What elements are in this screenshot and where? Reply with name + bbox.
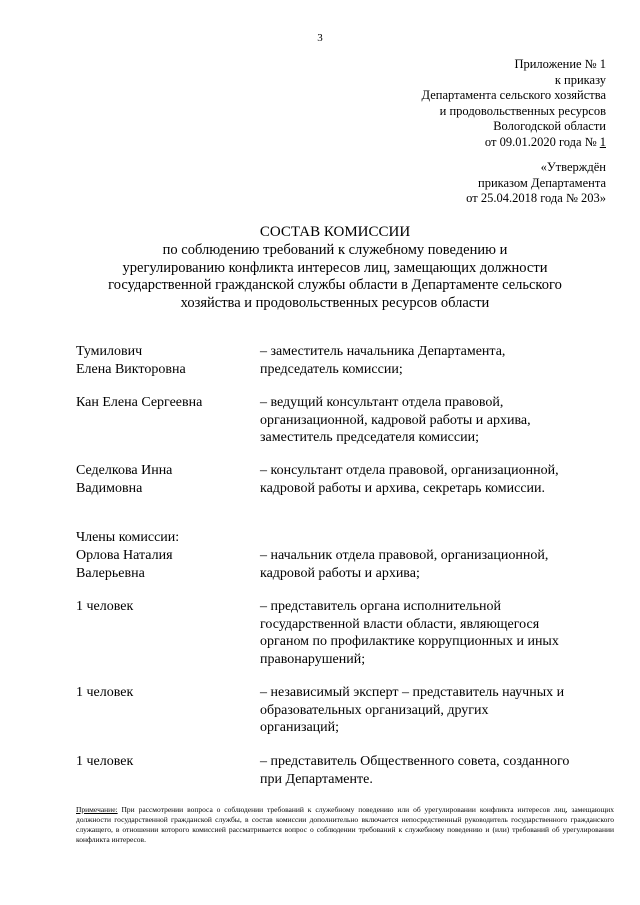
member-role-line: правонарушений; <box>260 651 366 667</box>
order-date: от 09.01.2020 года № <box>484 134 600 149</box>
subtitle-line: по соблюдению требований к служебному поведению и <box>162 242 508 258</box>
member-role-line: – начальник отдела правовой, организационной, <box>260 548 549 563</box>
member-name <box>76 598 256 616</box>
member-role-line: при Департаменте. <box>260 771 373 787</box>
approval-line: приказом Департамента <box>478 175 606 190</box>
member-role-line: заместитель председателя комиссии; <box>260 430 479 445</box>
order-date-line <box>422 135 606 151</box>
subtitle-line: урегулированию конфликта интересов лиц, замещающих должности <box>122 259 548 276</box>
member-role <box>260 547 600 582</box>
approval-block <box>466 160 606 207</box>
member-role <box>260 462 600 497</box>
subtitle-line: хозяйства и продовольственных ресурсов области <box>180 294 490 311</box>
member-role <box>260 598 600 668</box>
page-number: 3 <box>317 32 323 44</box>
document-subtitle <box>60 242 610 312</box>
appendix-line: Департамента сельского хозяйства <box>421 88 606 102</box>
member-role-line: организаций; <box>260 720 340 735</box>
member-name <box>76 394 256 412</box>
member-name-line: Валерьевна <box>76 565 145 581</box>
appendix-line: Приложение № 1 <box>514 57 606 71</box>
member-name <box>76 547 256 582</box>
member-name-line: 1 человек <box>76 754 134 769</box>
member-role-line: – заместитель начальника Департамента, <box>260 344 506 359</box>
appendix-line: к приказу <box>554 72 606 87</box>
member-role-line: кадровой работы и архива; <box>260 565 420 581</box>
member-name-line: Кан Елена Сергеевна <box>76 395 203 410</box>
approval-line: от 25.04.2018 года № 203» <box>466 191 606 205</box>
footnote-text: При рассмотрении вопроса о соблюдении требований к служебному поведению или об урегулировании конфликта интересов лиц, замещающих должности государственной гражданской службы, в состав комиссии дополнительно включается непосредственный руководитель государственного гражданского служащего, в отношении которого комиссией рассматривается вопрос о соблюдении требований к служебному поведению и (или) требований об урегулировании конфликта интересов. <box>76 805 614 844</box>
member-role-line: – консультант отдела правовой, организационной, <box>260 463 559 478</box>
order-number: 1 <box>599 134 606 149</box>
member-role-line: – ведущий консультант отдела правовой, <box>260 395 504 410</box>
appendix-line: и продовольственных ресурсов <box>439 103 606 118</box>
member-name-line: Тумилович <box>76 344 143 359</box>
member-name <box>76 753 256 771</box>
member-role-line: государственной власти области, являющегося <box>260 616 540 632</box>
member-role-line: – независимый эксперт – представитель научных и <box>260 685 565 700</box>
member-role-line: кадровой работы и архива, секретарь комиссии. <box>260 480 546 496</box>
document-title: СОСТАВ КОМИССИИ <box>259 224 411 240</box>
member-name-line: Елена Викторовна <box>76 361 186 377</box>
footnote-label: Примечание: <box>76 805 118 814</box>
member-name-line: Вадимовна <box>76 480 143 496</box>
member-name <box>76 462 256 497</box>
member-name-line: 1 человек <box>76 685 134 700</box>
appendix-block <box>422 57 606 150</box>
member-role-line: председатель комиссии; <box>260 361 403 377</box>
member-name <box>76 684 256 702</box>
appendix-line: Вологодской области <box>493 119 606 133</box>
member-name-line: 1 человек <box>76 599 134 614</box>
member-role <box>260 394 600 447</box>
member-role-line: образовательных организаций, других <box>260 702 489 718</box>
member-role-line: органом по профилактике коррупционных и иных <box>260 634 559 649</box>
member-name-line: Орлова Наталия <box>76 548 173 563</box>
member-role-line: организационной, кадровой работы и архива, <box>260 412 531 428</box>
member-role-line: – представитель Общественного совета, созданного <box>260 754 570 769</box>
members-heading: Члены комиссии: <box>76 530 180 545</box>
approval-line: «Утверждён <box>540 160 606 174</box>
member-role <box>260 343 600 378</box>
subtitle-line: государственной гражданской службы области в Департаменте сельского <box>108 277 562 293</box>
footnote <box>76 805 614 845</box>
member-role <box>260 684 600 737</box>
member-role <box>260 753 600 788</box>
member-name-line: Седелкова Инна <box>76 463 173 478</box>
member-name <box>76 343 256 378</box>
member-role-line: – представитель органа исполнительной <box>260 599 502 614</box>
